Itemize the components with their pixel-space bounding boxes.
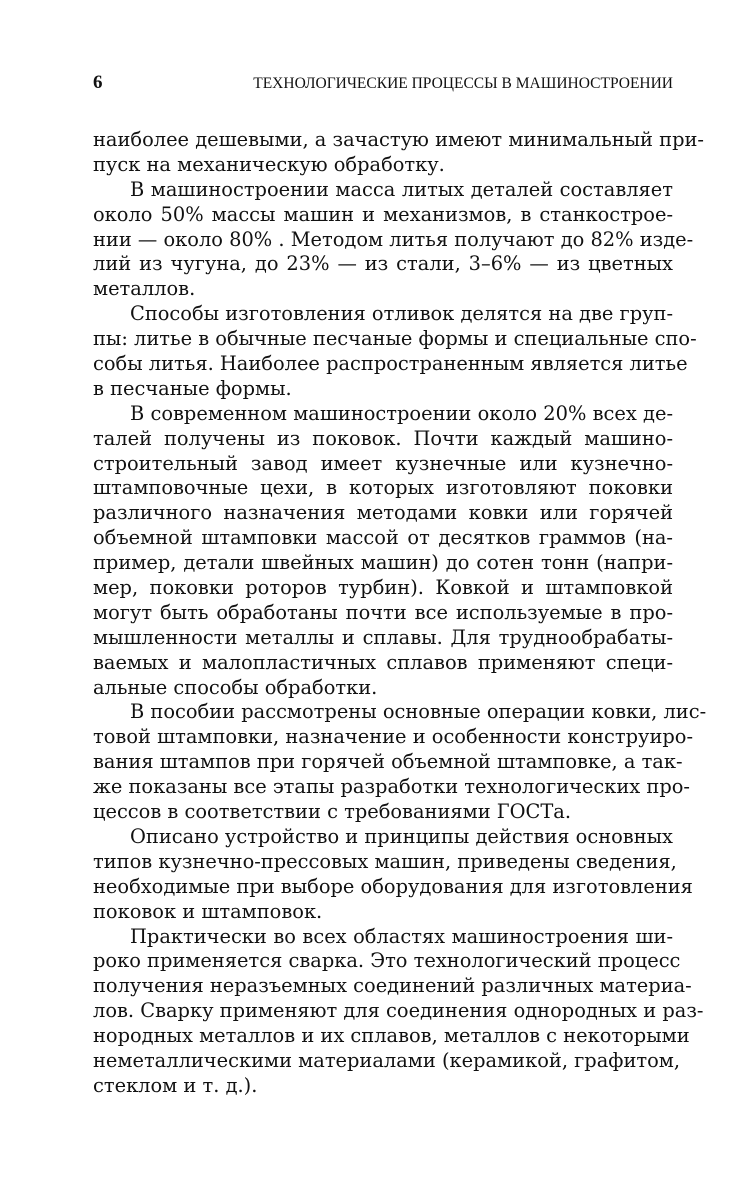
text-line: около 50% массы машин и механизмов, в станкострое- bbox=[93, 202, 673, 226]
book-page bbox=[93, 72, 707, 1099]
text-line: стеклом и т. д.). bbox=[93, 1073, 258, 1097]
text-line: В пособии рассмотрены основные операции ковки, лис- bbox=[130, 700, 707, 724]
text-line: пример, детали швейных машин) до сотен тонн (напри- bbox=[93, 551, 673, 575]
text-line: металлов. bbox=[93, 277, 196, 301]
text-line: Описано устройство и принципы действия основных bbox=[130, 824, 673, 848]
text-line: объемной штамповки массой от десятков граммов (на- bbox=[93, 526, 673, 550]
text-line: могут быть обработаны почти все используемые в про- bbox=[93, 600, 673, 624]
text-line: роко применяется сварка. Это технологический процесс bbox=[93, 949, 681, 973]
text-line: поковок и штамповок. bbox=[93, 899, 323, 923]
text-line: в песчаные формы. bbox=[93, 376, 292, 400]
text-line: вания штампов при горячей объемной штамповке, а так- bbox=[93, 750, 683, 774]
text-line: собы литья. Наиболее распространенным является литье bbox=[93, 352, 688, 376]
text-line: типов кузнечно-прессовых машин, приведены сведения, bbox=[93, 849, 677, 873]
text-line: нии — около 80% . Методом литья получают до 82% изде- bbox=[93, 227, 694, 251]
text-line: наиболее дешевыми, а зачастую имеют минимальный при- bbox=[93, 128, 704, 151]
text-line: В машиностроении масса литых деталей составляет bbox=[130, 177, 673, 201]
text-line: Способы изготовления отливок делятся на две груп- bbox=[130, 302, 673, 326]
text-line: альные способы обработки. bbox=[93, 675, 378, 699]
text-line: получения неразъемных соединений различных материа- bbox=[93, 974, 692, 998]
text-line: товой штамповки, назначение и особенности конструиро- bbox=[93, 725, 694, 749]
page-number: 6 bbox=[93, 72, 103, 93]
body-text bbox=[93, 128, 707, 1099]
text-line: неметаллическими материалами (керамикой, графитом, bbox=[93, 1048, 681, 1072]
text-line: В современном машиностроении около 20% всех де- bbox=[130, 401, 673, 425]
text-line: пуск на механическую обработку. bbox=[93, 152, 445, 176]
page-header bbox=[93, 72, 673, 98]
text-line: ваемых и малопластичных сплавов применяют специ- bbox=[93, 650, 673, 674]
text-line: штамповочные цехи, в которых изготовляют поковки bbox=[93, 476, 673, 500]
text-line: цессов в соответствии с требованиями ГОСТа. bbox=[93, 800, 572, 824]
text-line: мер, поковки роторов турбин). Ковкой и штамповкой bbox=[93, 576, 673, 600]
text-line: строительный завод имеет кузнечные или кузнечно- bbox=[93, 451, 673, 475]
text-line: Практически во всех областях машиностроения ши- bbox=[130, 924, 673, 948]
text-line: лий из чугуна, до 23% — из стали, 3–6% — из цветных bbox=[93, 252, 673, 276]
text-line: талей получены из поковок. Почти каждый машино- bbox=[93, 426, 673, 450]
text-line: пы: литье в обычные песчаные формы и специальные спо- bbox=[93, 327, 697, 351]
text-line: же показаны все этапы разработки технологических про- bbox=[93, 775, 690, 799]
text-line: различного назначения методами ковки или горячей bbox=[93, 501, 673, 525]
text-line: нородных металлов и их сплавов, металлов с некоторыми bbox=[93, 1024, 690, 1048]
running-title: ТЕХНОЛОГИЧЕСКИЕ ПРОЦЕССЫ В МАШИНОСТРОЕНИИ bbox=[253, 75, 673, 92]
text-line: мышленности металлы и сплавы. Для труднообрабаты- bbox=[93, 625, 673, 649]
text-line: лов. Сварку применяют для соединения однородных и раз- bbox=[93, 999, 704, 1023]
text-line: необходимые при выборе оборудования для изготовления bbox=[93, 874, 693, 898]
